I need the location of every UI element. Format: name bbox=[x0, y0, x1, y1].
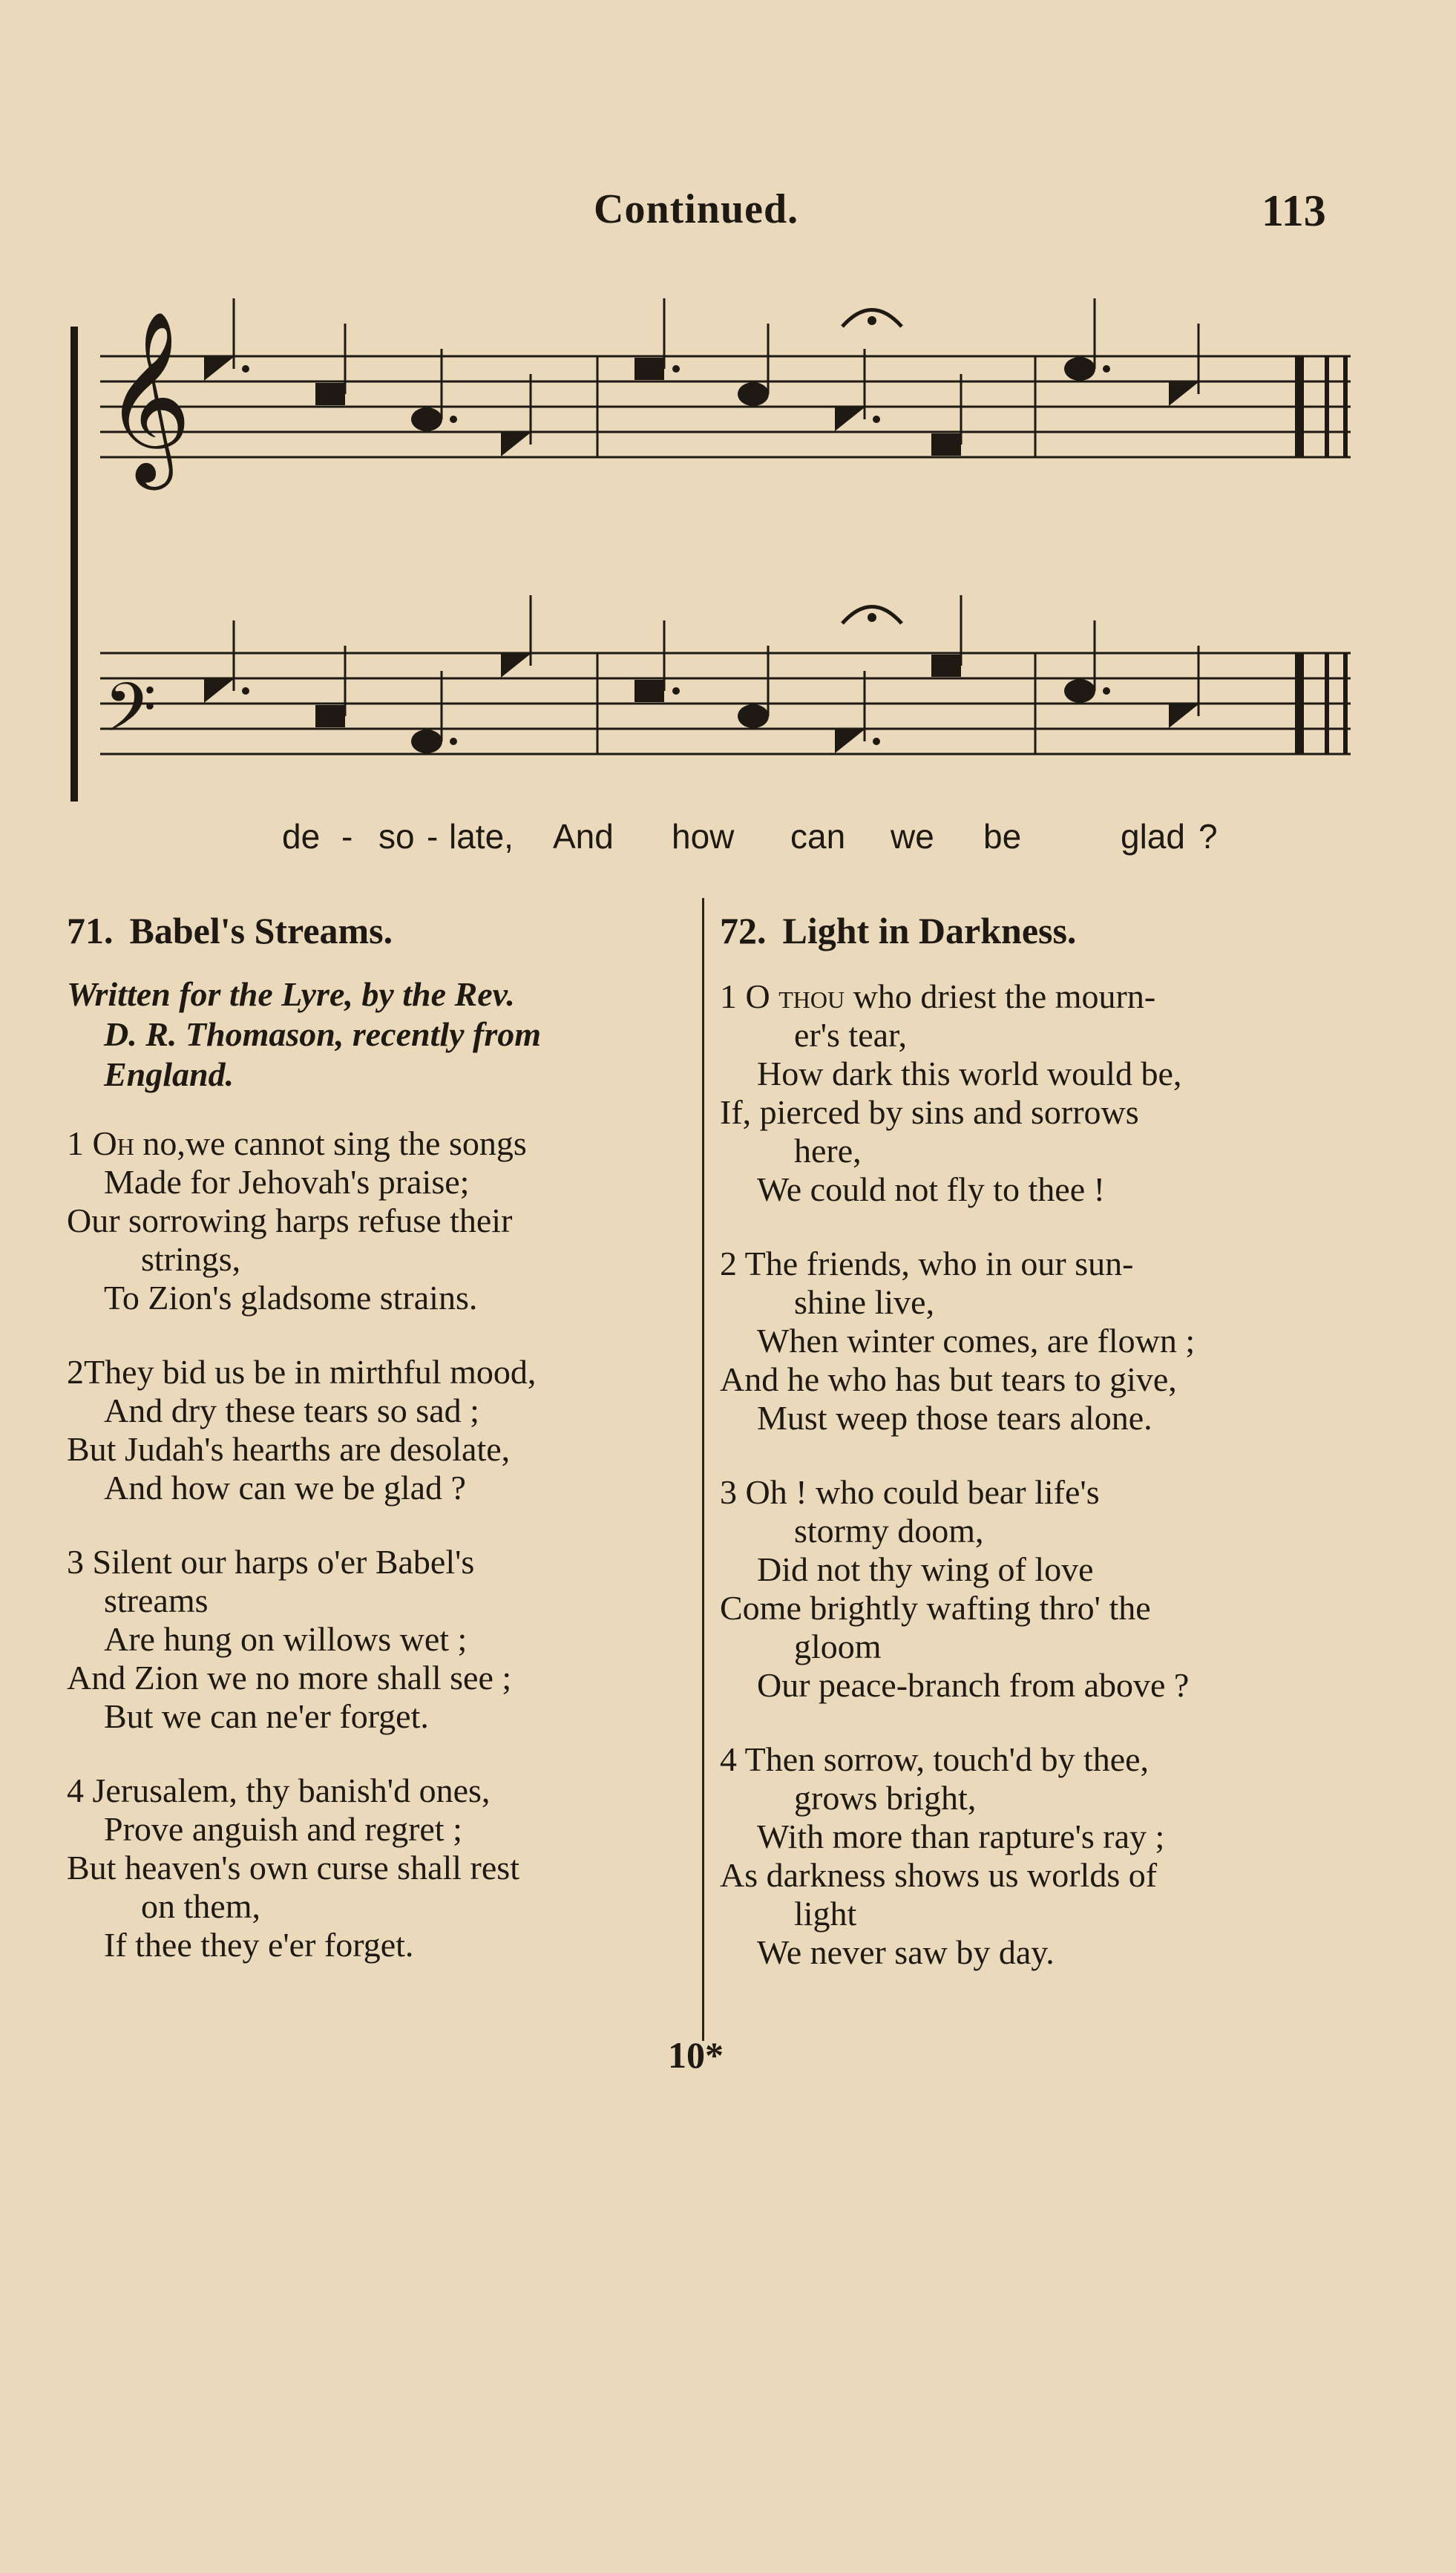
verse bbox=[720, 977, 1351, 1209]
verse-line bbox=[67, 1771, 690, 1810]
verse-line: grows bright, bbox=[794, 1779, 977, 1817]
music-score bbox=[70, 282, 1354, 856]
lyric-syllable: how bbox=[672, 817, 735, 856]
hymn-credit bbox=[67, 974, 690, 1095]
verse-line: on them, bbox=[141, 1887, 260, 1925]
verse-line bbox=[67, 1543, 690, 1582]
lyric-syllable: glad bbox=[1121, 817, 1185, 856]
shape-note bbox=[1169, 704, 1198, 728]
shape-note bbox=[1169, 382, 1198, 406]
shape-note bbox=[738, 382, 769, 406]
verse-line: When winter comes, are flown ; bbox=[757, 1322, 1196, 1360]
verse-line: gloom bbox=[794, 1628, 882, 1665]
verse-line: Did not thy wing of love bbox=[757, 1550, 1094, 1588]
verse-number: 2 bbox=[720, 1245, 737, 1282]
hymn-title bbox=[67, 909, 690, 952]
verse-lead-word: Oh bbox=[92, 1124, 134, 1162]
verse-line bbox=[67, 1353, 690, 1392]
dot bbox=[873, 738, 880, 745]
verse-line: But we can ne'er forget. bbox=[104, 1697, 429, 1735]
verse-line: If thee they e'er forget. bbox=[104, 1926, 414, 1964]
verse-line: To Zion's gladsome strains. bbox=[104, 1279, 478, 1317]
final-bar-thick bbox=[1295, 653, 1304, 754]
verse-number: 3 bbox=[67, 1543, 84, 1581]
verse-line: stormy doom, bbox=[794, 1512, 984, 1550]
final-bar-thin bbox=[1343, 653, 1348, 754]
verse bbox=[67, 1353, 690, 1507]
lyric-syllable: And bbox=[553, 817, 614, 856]
final-bar-thin bbox=[1325, 356, 1329, 457]
final-bar-thick bbox=[1295, 356, 1304, 457]
verse-line: light bbox=[794, 1895, 857, 1933]
fermata-dot bbox=[868, 316, 876, 325]
shape-note bbox=[634, 358, 664, 380]
dot bbox=[672, 687, 680, 695]
verse-line: And Zion we no more shall see ; bbox=[67, 1659, 512, 1697]
verse-line bbox=[720, 977, 1351, 1016]
verse-text: Then sorrow, touch'd by thee, bbox=[744, 1740, 1150, 1778]
treble-clef: 𝄞 bbox=[104, 309, 192, 483]
verse bbox=[720, 1473, 1351, 1705]
hymn-title-text: Light in Darkness. bbox=[782, 910, 1077, 951]
bass-clef: 𝄢 bbox=[104, 668, 157, 764]
shape-note bbox=[1064, 357, 1095, 381]
running-head bbox=[0, 186, 1456, 245]
lyric-syllable: late, bbox=[449, 817, 514, 856]
verse-number: 4 bbox=[67, 1771, 84, 1809]
lyric-line bbox=[211, 816, 1325, 861]
lyric-syllable: - bbox=[341, 817, 353, 856]
hymn-71 bbox=[67, 909, 690, 2000]
verse-line: With more than rapture's ray ; bbox=[757, 1818, 1165, 1855]
running-title: Continued. bbox=[594, 186, 799, 232]
shape-note bbox=[634, 680, 664, 702]
verse-line bbox=[720, 1245, 1351, 1283]
verse-line: Prove anguish and regret ; bbox=[104, 1810, 462, 1848]
verse-line: We could not fly to thee ! bbox=[757, 1170, 1105, 1208]
dot bbox=[672, 365, 680, 373]
verse-line: shine live, bbox=[794, 1283, 935, 1321]
system-bracket bbox=[70, 327, 78, 802]
verse-text: no,we cannot sing the songs bbox=[134, 1124, 527, 1162]
verse-number: 3 bbox=[720, 1473, 737, 1511]
verse-number: 2 bbox=[67, 1353, 84, 1391]
shape-note bbox=[315, 383, 345, 405]
verse-line: As darkness shows us worlds of bbox=[720, 1856, 1158, 1894]
shape-note bbox=[315, 705, 345, 727]
lyric-syllable: so bbox=[378, 817, 415, 856]
shape-note bbox=[1064, 679, 1095, 703]
shape-note bbox=[411, 407, 442, 431]
lyric-syllable: de bbox=[282, 817, 321, 856]
verse-line bbox=[720, 1473, 1351, 1512]
verse-line: But Judah's hearths are desolate, bbox=[67, 1430, 511, 1468]
hymn-title bbox=[720, 909, 1351, 952]
staff-notation bbox=[70, 282, 1354, 846]
verse-line: strings, bbox=[141, 1240, 241, 1278]
shape-note bbox=[501, 433, 531, 456]
hymn-72 bbox=[720, 909, 1351, 2007]
verse-text: Silent our harps o'er Babel's bbox=[92, 1543, 475, 1581]
verse-text: The friends, who in our sun- bbox=[744, 1245, 1134, 1282]
verse-line: Are hung on willows wet ; bbox=[104, 1620, 468, 1658]
verse-line: How dark this world would be, bbox=[757, 1055, 1182, 1092]
verse-line: er's tear, bbox=[794, 1016, 908, 1054]
verse-line: Our peace-branch from above ? bbox=[757, 1666, 1190, 1704]
shape-note bbox=[835, 730, 865, 753]
verse bbox=[67, 1771, 690, 1964]
dot bbox=[450, 738, 457, 745]
verse-line: streams bbox=[104, 1582, 209, 1619]
verse-line: Must weep those tears alone. bbox=[757, 1399, 1152, 1437]
verse-number: 1 bbox=[67, 1124, 84, 1162]
lyric-syllable: can bbox=[790, 817, 846, 856]
lyric-syllable: be bbox=[983, 817, 1022, 856]
verse-line: And he who has but tears to give, bbox=[720, 1360, 1177, 1398]
verse-number: 1 bbox=[720, 977, 737, 1015]
verse-line: Our sorrowing harps refuse their bbox=[67, 1202, 513, 1239]
hymn-number: 71. bbox=[67, 910, 114, 951]
verse-text: who driest the mourn- bbox=[845, 977, 1156, 1015]
verse-line bbox=[67, 1124, 690, 1163]
column-divider bbox=[702, 898, 704, 2041]
verse-text: They bid us be in mirthful mood, bbox=[84, 1353, 537, 1391]
dot bbox=[1103, 687, 1110, 695]
verse bbox=[67, 1124, 690, 1317]
shape-note bbox=[931, 433, 961, 456]
verse-text: Jerusalem, thy banish'd ones, bbox=[92, 1771, 491, 1809]
verse-line: We never saw by day. bbox=[757, 1933, 1055, 1971]
dot bbox=[873, 416, 880, 423]
verse-number: 4 bbox=[720, 1740, 737, 1778]
shape-note bbox=[501, 654, 531, 678]
dot bbox=[242, 687, 249, 695]
credit-line: D. R. Thomason, recently from bbox=[104, 1015, 542, 1053]
hymn-title-text: Babel's Streams. bbox=[129, 910, 393, 951]
shape-note bbox=[835, 407, 865, 431]
verse-line: here, bbox=[794, 1132, 862, 1170]
lyric-syllable: we bbox=[891, 817, 934, 856]
shape-note bbox=[738, 704, 769, 728]
signature-mark: 10* bbox=[668, 2034, 724, 2076]
hymn-number: 72. bbox=[720, 910, 767, 951]
shape-note bbox=[411, 730, 442, 753]
verse bbox=[720, 1245, 1351, 1438]
page-number: 113 bbox=[1262, 186, 1326, 235]
dot bbox=[242, 365, 249, 373]
verse-line bbox=[720, 1740, 1351, 1779]
fermata-dot bbox=[868, 613, 876, 622]
lyric-syllable: ? bbox=[1198, 817, 1218, 856]
verse bbox=[720, 1740, 1351, 1972]
verse-line: And how can we be glad ? bbox=[104, 1469, 466, 1507]
verse-line: But heaven's own curse shall rest bbox=[67, 1849, 519, 1887]
credit-line: England. bbox=[104, 1055, 235, 1093]
shape-note bbox=[204, 357, 234, 381]
final-bar-thin bbox=[1343, 356, 1348, 457]
verse-lead-word: O thou bbox=[745, 977, 845, 1015]
shape-note bbox=[204, 679, 234, 703]
final-bar-thin bbox=[1325, 653, 1329, 754]
lyric-syllable: - bbox=[427, 817, 439, 856]
shape-note bbox=[931, 655, 961, 677]
verse-line: And dry these tears so sad ; bbox=[104, 1392, 479, 1429]
verse-line: If, pierced by sins and sorrows bbox=[720, 1093, 1139, 1131]
verse bbox=[67, 1543, 690, 1736]
credit-line: Written for the Lyre, by the Rev. bbox=[67, 975, 515, 1013]
verse-line: Made for Jehovah's praise; bbox=[104, 1163, 470, 1201]
verse-line: Come brightly wafting thro' the bbox=[720, 1589, 1151, 1627]
dot bbox=[450, 416, 457, 423]
dot bbox=[1103, 365, 1110, 373]
verse-text: Oh ! who could bear life's bbox=[745, 1473, 1100, 1511]
